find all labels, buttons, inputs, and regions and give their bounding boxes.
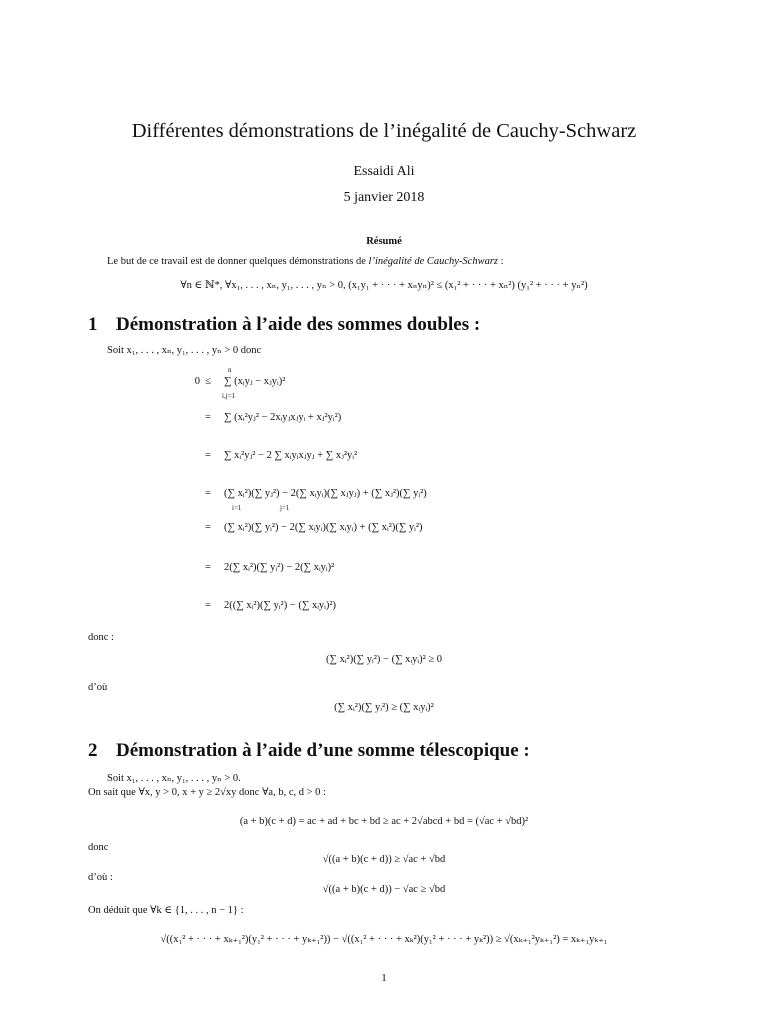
abstract-text-after: : — [498, 256, 504, 267]
derivation-relation: = — [205, 488, 211, 499]
sum-upper-limit: n — [228, 366, 232, 374]
abstract-text-before: Le but de ce travail est de donner quelques démonstrations de — [107, 256, 369, 267]
date: 5 janvier 2018 — [343, 190, 425, 205]
abstract-formula: ∀n ∈ ℕ*, ∀x₁, . . . , xₙ, y₁, . . . , yₙ > 0, (x₁y₁ + · · · + xₙyₙ)² ≤ (x₁² + · · · + xₙ²) (y₁² + · · · + yₙ²) — [180, 280, 588, 291]
section-1-title: Démonstration à l’aide des sommes doubles : — [116, 314, 481, 335]
section-2-line2: On sait que ∀x, y > 0, x + y ≥ 2√xy donc ∀a, b, c, d > 0 : — [88, 787, 326, 798]
derivation-rhs: 2(∑ xᵢ²)(∑ yᵢ²) − 2(∑ xᵢyᵢ)² — [224, 562, 335, 573]
section-2-heading — [88, 740, 530, 762]
paper-title: Différentes démonstrations de l’inégalité de Cauchy-Schwarz — [131, 120, 637, 142]
formula-1: (a + b)(c + d) = ac + ad + bc + bd ≥ ac + 2√abcd + bd = (√ac + √bd)² — [239, 816, 529, 827]
donc-label: donc : — [88, 632, 114, 643]
abstract-text — [107, 256, 504, 267]
section-1-intro: Soit x₁, . . . , xₙ, y₁, . . . , yₙ > 0 donc — [107, 345, 262, 356]
sum-lower-limit-i: i=1 — [232, 504, 242, 512]
formula-2: √((a + b)(c + d)) ≥ √ac + √bd — [322, 854, 446, 865]
derivation-rhs: ∑ (xᵢ²yⱼ² − 2xᵢyⱼxⱼyᵢ + xⱼ²yᵢ²) — [224, 412, 342, 423]
derivation-relation: = — [205, 522, 211, 533]
derivation-relation: = — [205, 600, 211, 611]
dou-label: d’où — [88, 682, 108, 693]
sum-lower-limit: i,j=1 — [222, 392, 236, 400]
author: Essaidi Ali — [353, 164, 415, 179]
section-1-heading — [88, 314, 480, 336]
derivation-rhs: ∑ (xᵢyⱼ − xⱼyᵢ)² — [224, 376, 286, 387]
derivation-relation: = — [205, 450, 211, 461]
derivation-relation: = — [205, 412, 211, 423]
abstract-heading: Résumé — [366, 236, 402, 247]
section-1-number: 1 — [88, 314, 98, 335]
section-2-number: 2 — [88, 740, 98, 761]
page-number: 1 — [381, 972, 387, 984]
dou-label-2: d’où : — [88, 872, 113, 883]
abstract-text-em: l’inégalité de Cauchy-Schwarz — [368, 256, 499, 267]
derivation-lhs: 0 — [194, 376, 200, 387]
derivation-relation: = — [205, 562, 211, 573]
sum-lower-limit-j: j=1 — [280, 504, 290, 512]
formula-4: √((x₁² + · · · + xₖ₊₁²)(y₁² + · · · + yₖ₊₁²)) − √((x₁² + · · · + xₖ²)(y₁² + · · · + yₖ²)) ≥ √(xₖ₊₁²yₖ₊₁²) = xₖ₊₁yₖ₊₁ — [160, 934, 608, 945]
section-2-intro: Soit x₁, . . . , xₙ, y₁, . . . , yₙ > 0. — [107, 773, 241, 784]
derivation-rhs: 2((∑ xᵢ²)(∑ yᵢ²) − (∑ xᵢyᵢ)²) — [224, 600, 337, 611]
formula-3: √((a + b)(c + d)) − √ac ≥ √bd — [322, 884, 446, 895]
derivation-rhs: (∑ xᵢ²)(∑ yⱼ²) − 2(∑ xᵢyᵢ)(∑ xⱼyⱼ) + (∑ xⱼ²)(∑ yᵢ²) — [224, 488, 427, 499]
dou-formula: (∑ xᵢ²)(∑ yᵢ²) ≥ (∑ xᵢyᵢ)² — [334, 702, 434, 713]
derivation-relation: ≤ — [205, 376, 211, 387]
donc-formula: (∑ xᵢ²)(∑ yᵢ²) − (∑ xᵢyᵢ)² ≥ 0 — [325, 654, 443, 665]
section-2-title: Démonstration à l’aide d’une somme télescopique : — [116, 740, 530, 761]
derivation-rhs: (∑ xᵢ²)(∑ yᵢ²) − 2(∑ xᵢyᵢ)(∑ xᵢyᵢ) + (∑ xᵢ²)(∑ yᵢ²) — [224, 522, 423, 533]
deduit-label: On déduit que ∀k ∈ {1, . . . , n − 1} : — [88, 905, 244, 916]
donc-label-2: donc — [88, 842, 109, 853]
derivation-rhs: ∑ xᵢ²yⱼ² − 2 ∑ xᵢyᵢxⱼyⱼ + ∑ xⱼ²yᵢ² — [224, 450, 358, 461]
